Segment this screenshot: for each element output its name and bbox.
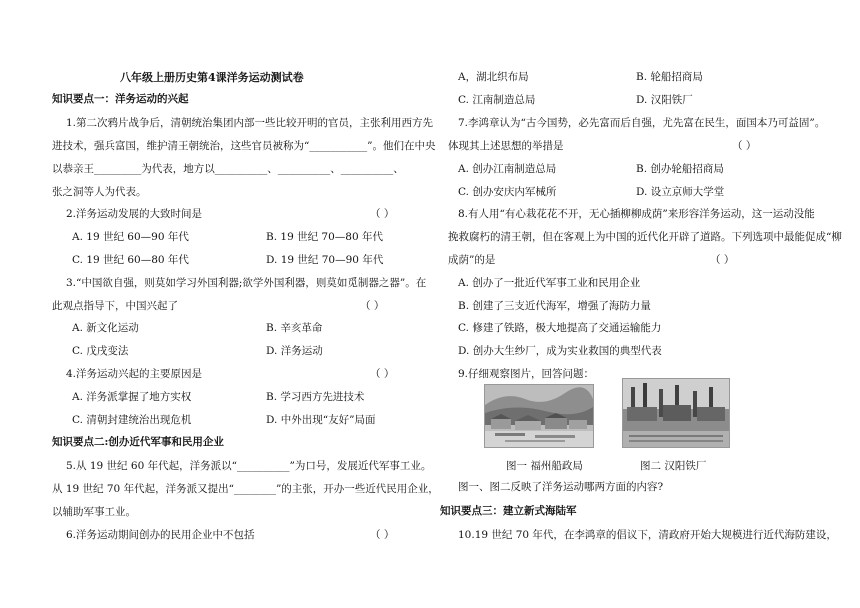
question-7-option-b: B. 创办轮船招商局 — [636, 163, 724, 175]
question-8-option-d: D. 创办大生纱厂，成为实业救国的典型代表 — [458, 345, 662, 357]
question-3-option-c: C. 戊戌变法 — [72, 345, 129, 357]
question-1-line-2: 进技术，强兵富国，维护清王朝统治，这些官员被称为“___________”。他们在中央 — [52, 140, 436, 152]
section-heading-1: 知识要点一：洋务运动的兴起 — [52, 93, 189, 105]
question-7-answer-paren: （ ） — [732, 140, 757, 152]
hanyang-ironworks-image — [623, 379, 729, 447]
question-4-stem: 4.洋务运动兴起的主要原因是 — [66, 368, 203, 380]
question-8-line-2: 挽救腐朽的清王朝，但在客观上为中国的近代化开辟了道路。下列选项中最能促成“柳 — [448, 231, 842, 243]
question-5-line-1: 5.从 19 世纪 60 年代起，洋务派以“__________”为口号，发展近代军事工业。 — [66, 460, 432, 472]
question-2-option-a: A. 19 世纪 60—90 年代 — [72, 231, 189, 243]
section-heading-3: 知识要点三：建立新式海陆军 — [440, 505, 577, 517]
question-1-line-1: 1.第二次鸦片战争后，清朝统治集团内部一些比较开明的官员，主张利用西方先 — [66, 117, 434, 129]
question-6-option-c: C. 江南制造总局 — [458, 94, 536, 106]
question-9-stem: 9.仔细观察图片，回答问题： — [458, 368, 595, 380]
question-4-option-d: D. 中外出现“友好”局面 — [266, 414, 376, 426]
question-4-option-b: B. 学习西方先进技术 — [266, 391, 365, 403]
question-2-answer-paren: （ ） — [370, 208, 395, 220]
question-5-line-3: 以辅助军事工业。 — [52, 506, 136, 518]
question-5-line-2: 从 19 世纪 70 年代起，洋务派又提出“________”的主张，开办一些近代民用企业， — [52, 483, 439, 495]
question-7-line-1: 7.李鸿章认为“古今国势，必先富而后自强，尤先富在民生，面国本乃可益固”。 — [458, 117, 826, 129]
question-6-stem: 6.洋务运动期间创办的民用企业中不包括 — [66, 529, 255, 541]
question-10-line-1: 10.19 世纪 70 年代，在李鸿章的倡议下，清政府开始大规模进行近代海防建设， — [458, 529, 837, 541]
figure-2-caption: 图二 汉阳铁厂 — [640, 460, 707, 472]
question-9-question: 图一、图二反映了洋务运动哪两方面的内容? — [458, 481, 664, 493]
question-3-option-a: A. 新文化运动 — [72, 322, 139, 334]
question-3-line-2: 此观点指导下，中国兴起了 — [52, 300, 178, 312]
question-7-line-2: 体现其上述思想的举措是 — [448, 140, 564, 152]
question-1-line-4: 张之洞等人为代表。 — [52, 186, 147, 198]
question-6-option-d: D. 汉阳铁厂 — [636, 94, 693, 106]
fuzhou-shipyard-image — [485, 385, 593, 447]
question-6-option-a: A，湖北织布局 — [458, 71, 529, 83]
question-1-line-3: 以恭亲王_________为代表，地方以__________、__________、__________、 — [52, 163, 404, 175]
question-8-line-3: 成荫”的是 — [448, 254, 496, 266]
fuzhou-shipyard-photo — [484, 384, 594, 448]
question-8-option-c: C. 修建了铁路，极大地提高了交通运输能力 — [458, 322, 662, 334]
question-7-option-c: C. 创办安庆内军械所 — [458, 186, 557, 198]
section-heading-2: 知识要点二:创办近代军事和民用企业 — [52, 436, 224, 448]
question-8-line-1: 8.有人用“有心栽花花不开，无心插柳柳成荫”来形容洋务运动，这一运动没能 — [458, 208, 815, 220]
question-2-stem: 2.洋务运动发展的大致时间是 — [66, 208, 203, 220]
question-8-answer-paren: （ ） — [710, 254, 735, 266]
hanyang-ironworks-photo — [622, 378, 730, 448]
figure-1-caption: 图一 福州船政局 — [506, 460, 583, 472]
question-3-option-b: B. 辛亥革命 — [266, 322, 323, 334]
question-4-option-c: C. 清朝封建统治出现危机 — [72, 414, 192, 426]
question-2-option-d: D. 19 世纪 70—90 年代 — [266, 254, 384, 266]
question-7-option-d: D. 设立京师大学堂 — [636, 186, 725, 198]
question-4-answer-paren: （ ） — [370, 368, 395, 380]
page-title: 八年级上册历史第4课洋务运动测试卷 — [120, 71, 304, 84]
question-4-option-a: A. 洋务派掌握了地方实权 — [72, 391, 192, 403]
question-2-option-b: B. 19 世纪 70—80 年代 — [266, 231, 383, 243]
question-6-option-b: B. 轮船招商局 — [636, 71, 703, 83]
question-8-option-a: A. 创办了一批近代军事工业和民用企业 — [458, 277, 641, 289]
question-3-line-1: 3.“中国欲自强，则莫如学习外国利器;欲学外国利器，则莫如觅制器之器”。在 — [66, 277, 427, 289]
question-8-option-b: B. 创建了三支近代海军，增强了海防力量 — [458, 300, 651, 312]
question-6-answer-paren: （ ） — [370, 529, 395, 541]
question-2-option-c: C. 19 世纪 60—80 年代 — [72, 254, 189, 266]
question-3-option-d: D. 洋务运动 — [266, 345, 323, 357]
question-7-option-a: A. 创办江南制造总局 — [458, 163, 557, 175]
question-3-answer-paren: （ ） — [360, 300, 385, 312]
